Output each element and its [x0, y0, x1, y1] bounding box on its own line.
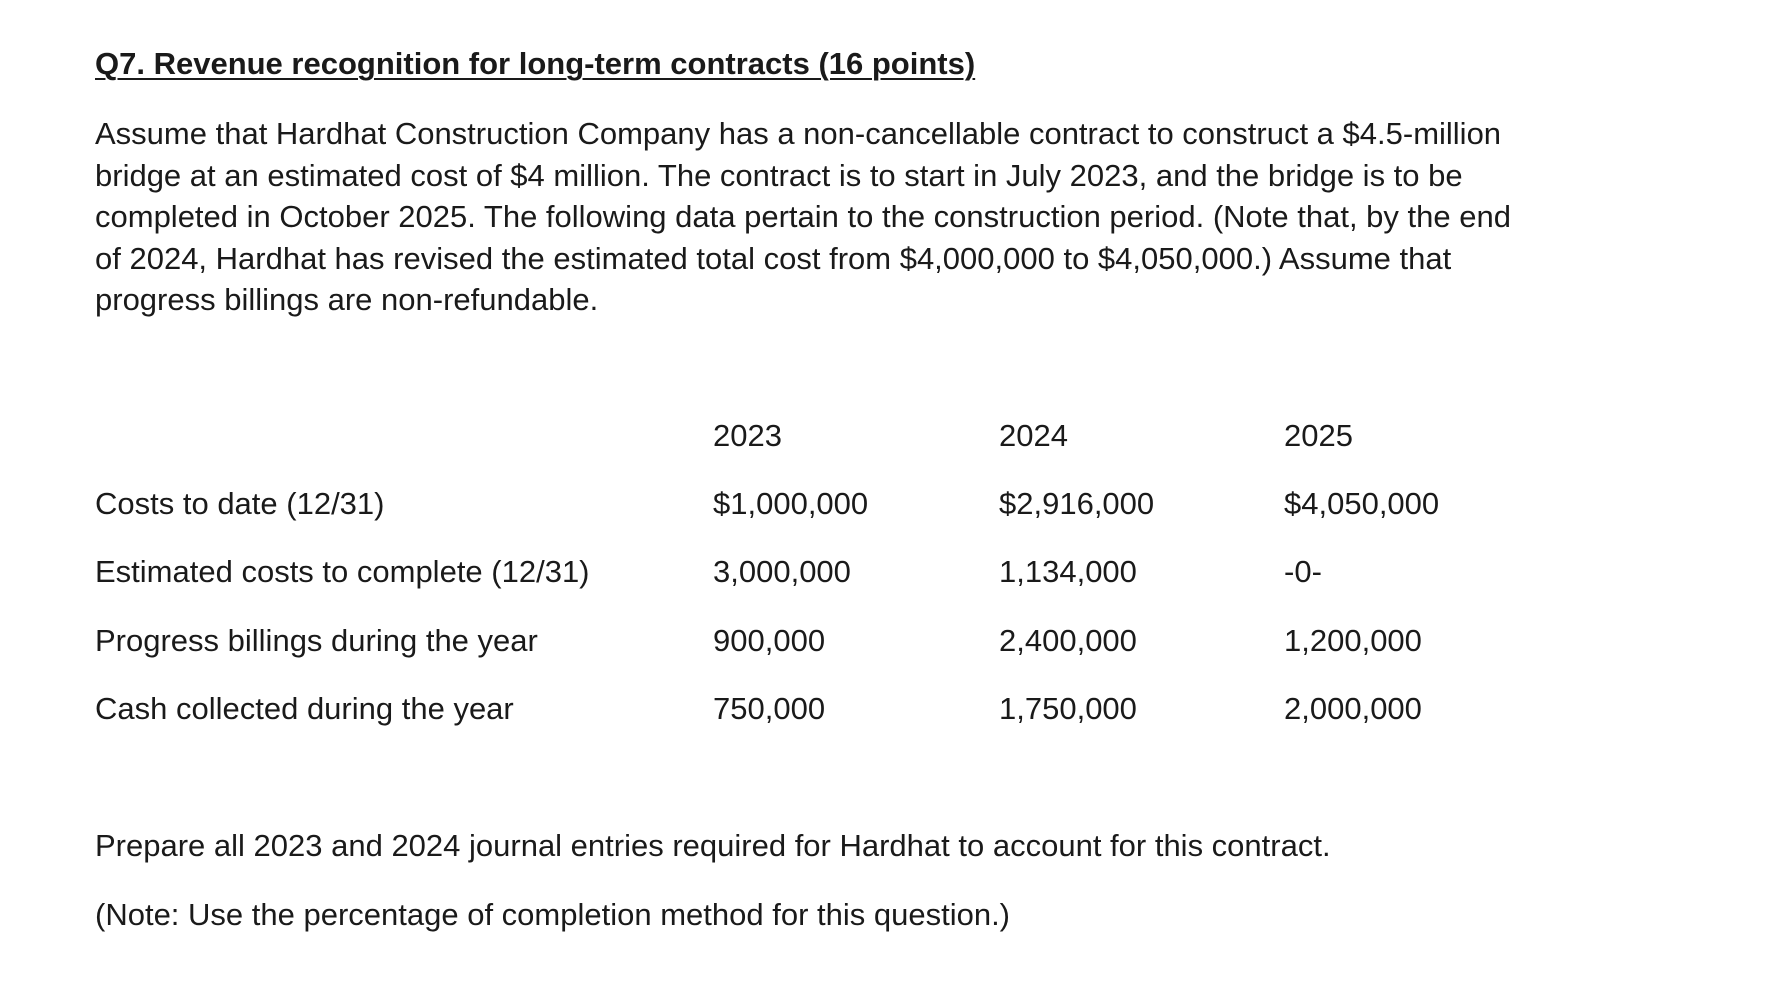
- table-cell: 1,750,000: [999, 691, 1137, 726]
- question-intro: [95, 113, 1655, 321]
- row-label-progress-billings: Progress billings during the year: [95, 623, 538, 658]
- table-cell: 1,134,000: [999, 554, 1137, 589]
- year-header-2023: 2023: [713, 418, 782, 453]
- intro-line: bridge at an estimated cost of $4 million. The contract is to start in July 2023, and the bridge is to be: [95, 157, 1463, 193]
- intro-line: progress billings are non-refundable.: [95, 282, 599, 317]
- table-cell: -0-: [1284, 554, 1322, 589]
- intro-line: Assume that Hardhat Construction Company has a non-cancellable contract to construct a $4.5-million: [95, 116, 1502, 151]
- table-cell: 2,400,000: [999, 623, 1137, 658]
- table-cell: $1,000,000: [713, 486, 869, 521]
- table-cell: 900,000: [713, 623, 826, 658]
- method-note: (Note: Use the percentage of completion method for this question.): [95, 897, 1010, 932]
- table-cell: 3,000,000: [713, 554, 851, 589]
- row-label-costs-to-date: Costs to date (12/31): [95, 486, 385, 521]
- table-cell: $4,050,000: [1284, 486, 1440, 521]
- intro-line: completed in October 2025. The following data pertain to the construction period. (Note that, by the end: [95, 199, 1511, 234]
- question-title: Q7. Revenue recognition for long-term contracts (16 points): [95, 46, 976, 81]
- table-cell: 1,200,000: [1284, 623, 1422, 658]
- table-cell: 750,000: [713, 691, 826, 726]
- row-label-estimated-costs-to-complete: Estimated costs to complete (12/31): [95, 554, 590, 589]
- row-label-cash-collected: Cash collected during the year: [95, 691, 514, 726]
- table-cell: 2,000,000: [1284, 691, 1422, 726]
- task-instruction: Prepare all 2023 and 2024 journal entries required for Hardhat to account for this contract.: [95, 828, 1331, 863]
- intro-line: of 2024, Hardhat has revised the estimated total cost from $4,000,000 to $4,050,000.) Assume that: [95, 240, 1452, 276]
- year-header-2024: 2024: [999, 418, 1068, 453]
- year-header-2025: 2025: [1284, 418, 1353, 453]
- table-cell: $2,916,000: [999, 486, 1155, 521]
